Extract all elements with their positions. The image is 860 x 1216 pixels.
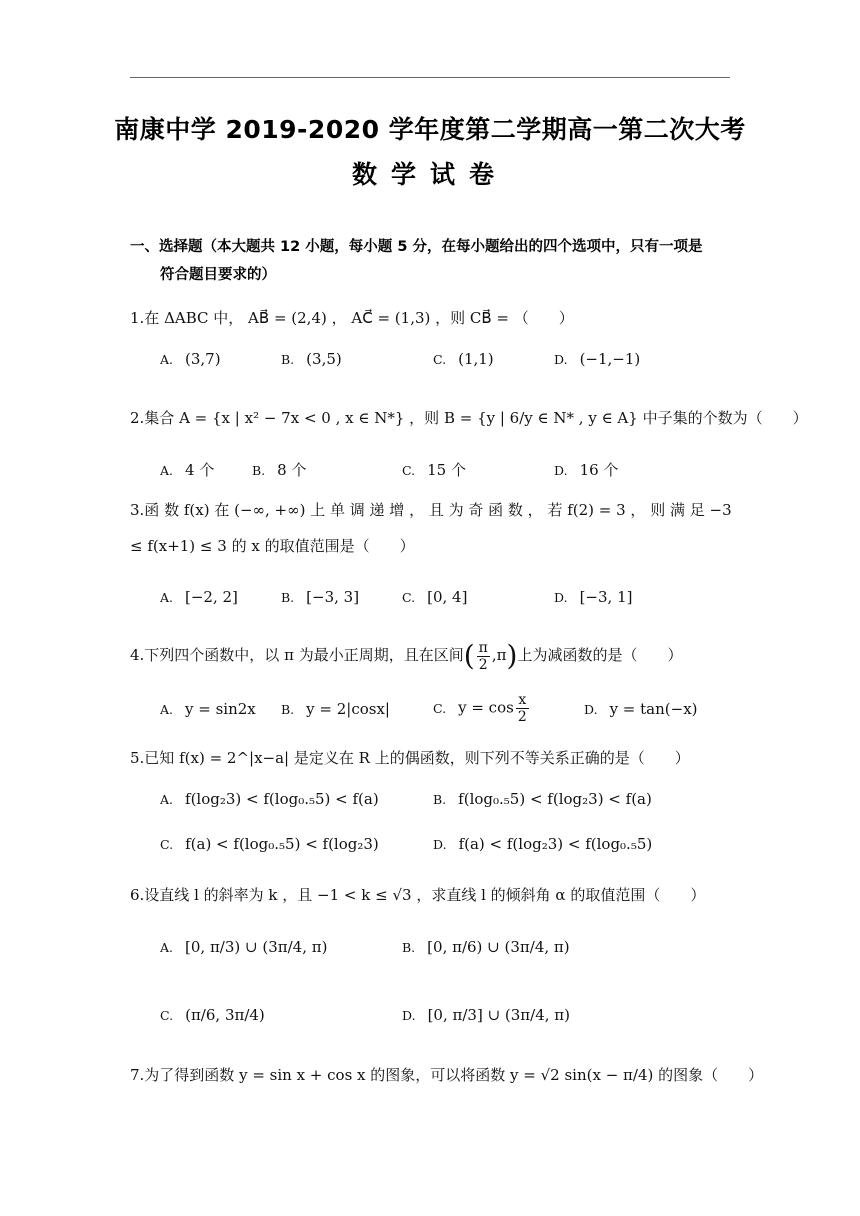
q3-option-a: A. [−2, 2]: [160, 588, 238, 606]
section-heading-line1: 一、选择题（本大题共 12 小题，每小题 5 分，在每小题给出的四个选项中，只有一项是: [130, 239, 703, 255]
q6-option-a: A. [0, π/3) ∪ (3π/4, π): [160, 938, 328, 956]
question-2-options: [0, 459, 860, 489]
q5-option-d: D. f(a) < f(log₂3) < f(log₀.₅5): [433, 835, 653, 853]
q4-option-a: A. y = sin2x: [160, 700, 256, 718]
interval-close-paren: ): [506, 639, 518, 672]
header-rule: [130, 77, 730, 78]
question-3-options: [0, 588, 860, 618]
question-6-options-row2: [0, 1006, 860, 1036]
q5-option-c: C. f(a) < f(log₀.₅5) < f(log₂3): [160, 835, 379, 853]
q4-option-d: D. y = tan(−x): [584, 700, 698, 718]
q4-option-b: B. y = 2|cosx|: [281, 700, 390, 718]
q1-option-b: B. (3,5): [281, 350, 342, 368]
question-3-stem: 3.函 数 f(x) 在 (−∞, +∞) 上 单 调 递 增 ， 且 为 奇 函 数 ， 若 f(2) = 3 ， 则 满 足 −3 ≤ f(x+1) ≤ 3 的 x 的取值范围是（ ）: [130, 501, 732, 555]
q2-option-c: C. 15 个: [402, 461, 466, 479]
question-6-stem: 6.设直线 l 的斜率为 k ，且 −1 < k ≤ √3 ，求直线 l 的倾斜角 α 的取值范围（ ）: [130, 886, 706, 904]
q6-option-d: D. [0, π/3] ∪ (3π/4, π): [402, 1006, 571, 1024]
q4-option-c: C. y = cos $\frac{x}{2}$: [433, 692, 527, 725]
q6-option-c: C. (π/6, 3π/4): [160, 1006, 265, 1024]
q2-option-d: D. 16 个: [554, 461, 619, 479]
q5-option-a: A. f(log₂3) < f(log₀.₅5) < f(a): [160, 790, 379, 808]
q2-option-a: A. 4 个: [160, 461, 215, 479]
q1-option-c: C. (1,1): [433, 350, 494, 368]
section-heading-line2: 符合题目要求的）: [160, 267, 276, 283]
question-5-options-row2: [0, 835, 860, 865]
q3-option-d: D. [−3, 1]: [554, 588, 633, 606]
section-heading: [130, 233, 740, 289]
question-6-options-row1: [0, 938, 860, 968]
q3-option-b: B. [−3, 3]: [281, 588, 360, 606]
q2-option-b: B. 8 个: [252, 461, 307, 479]
question-4-options: [0, 692, 860, 730]
q3-option-c: C. [0, 4]: [402, 588, 468, 606]
exam-title: 南康中学 2019-2020 学年度第二学期高一第二次大考: [114, 115, 746, 144]
exam-subtitle: 数学试卷: [351, 160, 508, 189]
question-5-options-row1: [0, 790, 860, 820]
q1-option-a: A. (3,7): [160, 350, 221, 368]
q6-option-b: B. [0, π/6) ∪ (3π/4, π): [402, 938, 570, 956]
question-1-options: [0, 350, 860, 380]
question-2-stem: 2.集合 A = {x | x² − 7x < 0 , x ∈ N*} ，则 B = {y | 6/y ∈ N* , y ∈ A} 中子集的个数为（ ）: [130, 409, 808, 427]
interval-fraction: $\frac{\pi}{2}$: [478, 639, 488, 673]
interval-open-paren: (: [463, 639, 475, 672]
question-7-stem: 7.为了得到函数 y = sin x + cos x 的图象，可以将函数 y = √2 sin(x − π/4) 的图象（ ）: [130, 1066, 764, 1084]
q5-option-b: B. f(log₀.₅5) < f(log₂3) < f(a): [433, 790, 652, 808]
question-1-stem: 1.在 ΔABC 中， AB⃗ = (2,4) ， AC⃗ = (1,3) ，则 CB⃗ = （ ）: [130, 309, 574, 327]
question-5-stem: 5.已知 f(x) = 2^|x−a| 是定义在 R 上的偶函数，则下列不等关系正确的是（ ）: [130, 749, 690, 767]
q1-option-d: D. (−1,−1): [554, 350, 641, 368]
question-4-stem: 4.下列四个函数中，以 π 为最小正周期，且在区间( $\frac{\pi}{2}$ ,π)上为减函数的是（ ）: [130, 639, 683, 673]
